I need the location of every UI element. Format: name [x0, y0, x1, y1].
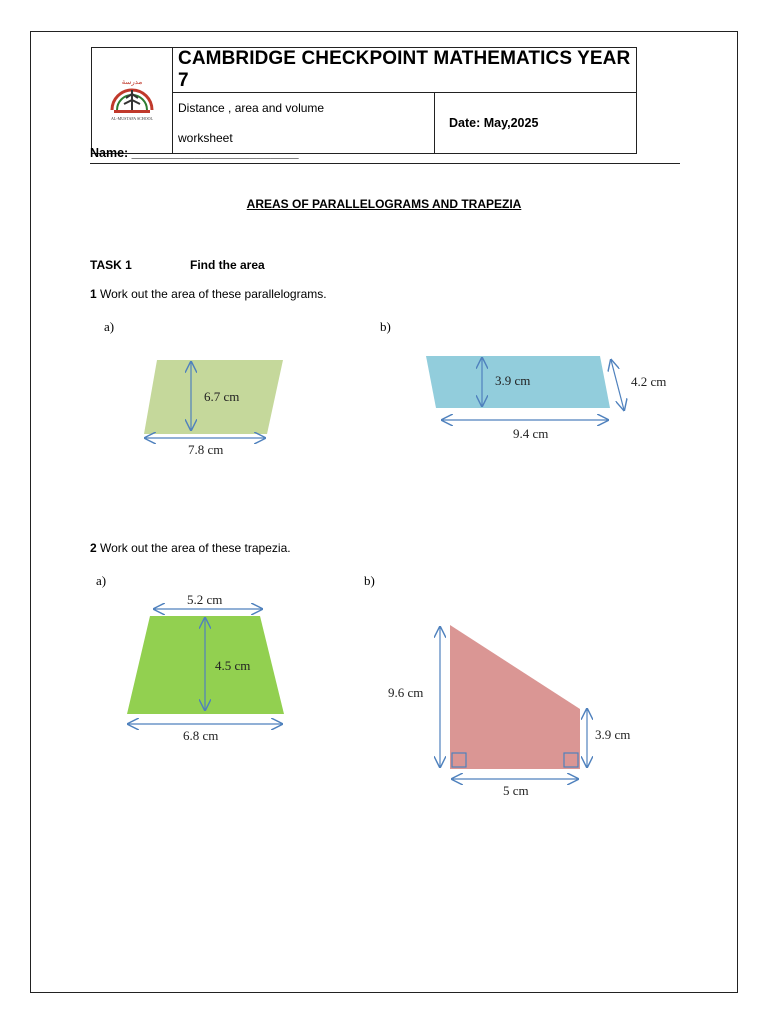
subject-line-1: Distance , area and volume: [178, 101, 325, 115]
question-1-text: Work out the area of these parallelograms.: [96, 287, 327, 301]
subject-cell: [173, 93, 435, 154]
section-heading: AREAS OF PARALLELOGRAMS AND TRAPEZIA: [246, 197, 522, 211]
question-1: [90, 287, 327, 301]
q1b-figure: [420, 348, 680, 448]
svg-text:مدرسة: مدرسة: [121, 78, 143, 86]
school-logo-icon: [102, 68, 162, 128]
q1a-base-label: 7.8 cm: [188, 442, 224, 457]
q2b-left-label: 9.6 cm: [388, 685, 424, 700]
question-2-number: 2: [90, 541, 97, 555]
q2b-trapezium: [450, 625, 580, 769]
q1b-side-label: 4.2 cm: [631, 374, 667, 389]
q2a-height-label: 4.5 cm: [215, 658, 251, 673]
q1b-label: b): [380, 319, 391, 334]
question-1-number: 1: [90, 287, 97, 301]
q1a-label: a): [104, 319, 115, 334]
q2a-bottom-label: 6.8 cm: [183, 728, 219, 743]
school-logo: [92, 48, 173, 154]
q1a-figure: [130, 350, 300, 460]
subject-line-2: worksheet: [178, 131, 233, 145]
task-label: TASK 1: [90, 258, 132, 272]
q2b-right-label: 3.9 cm: [595, 727, 631, 742]
worksheet-title: CAMBRIDGE CHECKPOINT MATHEMATICS YEAR 7: [173, 48, 637, 93]
header-table: [91, 47, 637, 154]
task-instruction: Find the area: [190, 258, 265, 272]
question-2-text: Work out the area of these trapezia.: [96, 541, 291, 555]
q2b-label: b): [364, 573, 375, 588]
q1b-base-label: 9.4 cm: [513, 426, 549, 441]
q2a-label: a): [96, 573, 107, 588]
page-border: [30, 31, 738, 993]
svg-text:AL-MUSTAFA SCHOOL: AL-MUSTAFA SCHOOL: [111, 116, 153, 121]
q2a-figure: [120, 588, 300, 748]
q2b-figure: [385, 615, 645, 805]
q1b-side-arrow: [611, 360, 624, 410]
q1a-height-label: 6.7 cm: [204, 389, 240, 404]
q2b-base-label: 5 cm: [503, 783, 529, 798]
q1b-height-label: 3.9 cm: [495, 373, 531, 388]
q2a-top-label: 5.2 cm: [187, 592, 223, 607]
date-cell: Date: May,2025: [435, 93, 637, 154]
name-field: Name: ________________________: [90, 146, 680, 164]
question-2: [90, 541, 291, 555]
